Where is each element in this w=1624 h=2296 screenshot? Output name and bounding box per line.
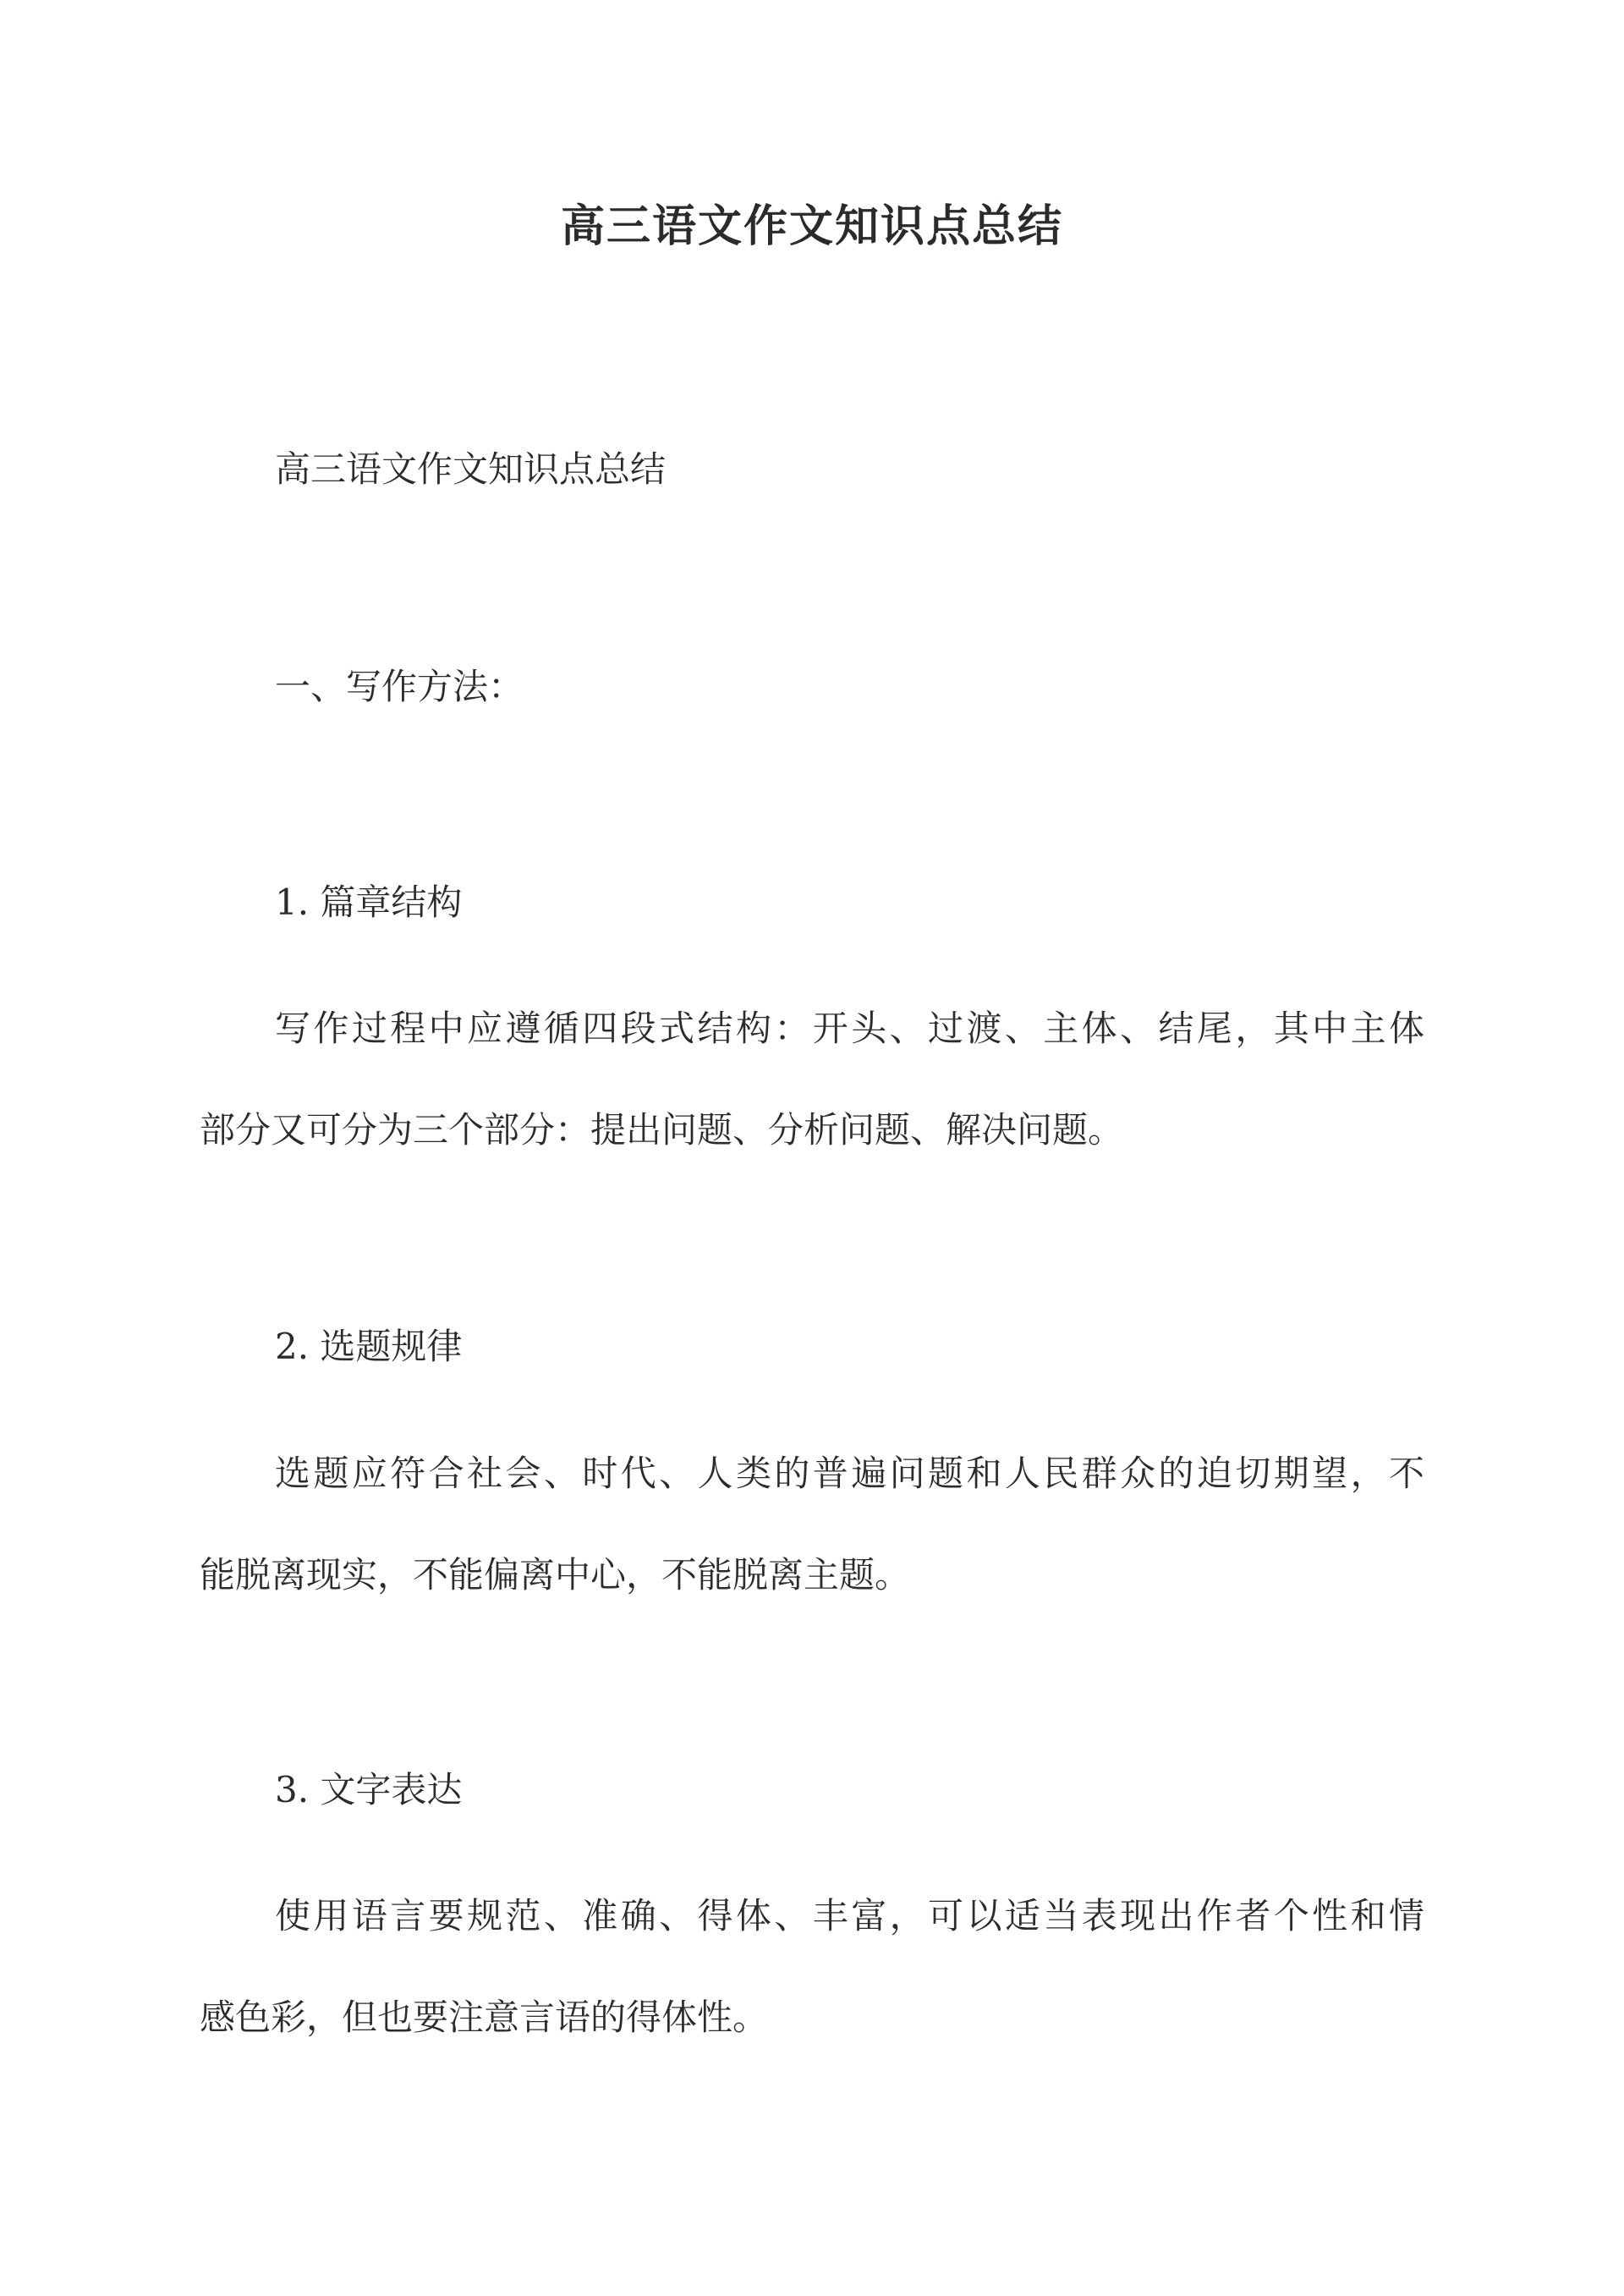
item-heading-expression: 3. 文字表达	[275, 1769, 463, 1810]
paragraph-line: 选题应符合社会、时代、人类的普遍问题和人民群众的迫切期望，不	[275, 1453, 1424, 1494]
paragraph-line: 使用语言要规范、准确、得体、丰富，可以适当表现出作者个性和情	[275, 1895, 1424, 1936]
paragraph-line: 感色彩，但也要注意言语的得体性。	[200, 1997, 769, 2038]
paragraph-line: 写作过程中应遵循四段式结构：开头、过渡、主体、结尾，其中主体	[275, 1008, 1424, 1049]
paragraph-line: 部分又可分为三个部分：提出问题、分析问题、解决问题。	[200, 1109, 1124, 1151]
item-heading-structure: 1. 篇章结构	[275, 882, 463, 923]
section-heading: 一、写作方法：	[275, 666, 524, 707]
document-title: 高三语文作文知识点总结	[560, 200, 1063, 252]
paragraph-line: 能脱离现实，不能偏离中心，不能脱离主题。	[200, 1554, 911, 1596]
item-heading-topic: 2. 选题规律	[275, 1326, 463, 1367]
document-subtitle: 高三语文作文知识点总结	[275, 448, 667, 490]
